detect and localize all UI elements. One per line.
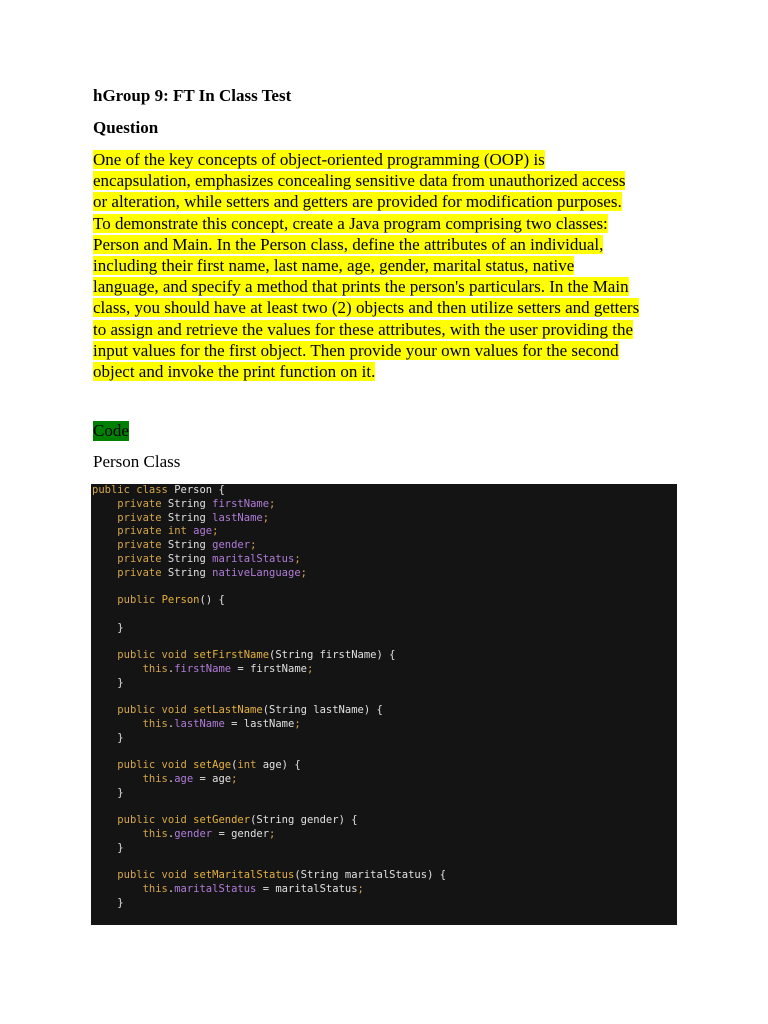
code-token: lastName (212, 511, 263, 524)
code-line (92, 745, 677, 759)
code-token (92, 594, 117, 606)
code-line (92, 567, 677, 581)
code-token: String (167, 539, 213, 551)
code-token (92, 883, 143, 895)
code-token: = age (193, 772, 232, 785)
code-token (92, 498, 117, 510)
code-line (92, 732, 677, 746)
code-line (92, 484, 677, 498)
code-token: () { (199, 594, 225, 606)
code-token: ; (300, 566, 307, 579)
code-token: = firstName (231, 662, 307, 675)
code-token (92, 512, 117, 524)
code-token: setGender (193, 814, 251, 826)
code-token: . (167, 882, 175, 895)
code-token: ; (269, 497, 276, 510)
code-token: . (167, 827, 175, 840)
code-token: public void (117, 869, 194, 881)
code-line (92, 635, 677, 649)
code-token: this (142, 882, 168, 895)
code-token: setMaritalStatus (193, 869, 295, 881)
question-line: encapsulation, emphasizes concealing sensitive data from unauthorized access (93, 171, 626, 191)
code-token: . (167, 717, 175, 730)
code-token: ; (262, 511, 270, 524)
code-line (92, 663, 677, 677)
code-token: private int (117, 525, 194, 538)
code-token: (String firstName) { (269, 649, 396, 661)
code-token: . (167, 772, 175, 785)
code-token: setLastName (193, 704, 263, 716)
code-line (92, 773, 677, 787)
code-token: lastName (174, 717, 225, 730)
code-token (92, 553, 117, 565)
code-token: public class (92, 484, 175, 496)
code-token: private (117, 539, 168, 551)
code-token: ; (294, 717, 301, 730)
code-token: (String gender) { (250, 814, 358, 826)
code-token (92, 525, 117, 537)
code-token: nativeLanguage (212, 566, 301, 579)
code-token: setFirstName (193, 649, 270, 661)
code-token (92, 828, 143, 840)
code-token (92, 539, 117, 551)
code-line (92, 608, 677, 622)
code-token: = gender (212, 827, 270, 840)
code-token (92, 773, 143, 785)
question-line: To demonstrate this concept, create a Java program comprising two classes: (93, 213, 608, 233)
code-line (92, 787, 677, 801)
code-token: ; (306, 662, 314, 675)
question-line: including their first name, last name, age, gender, marital status, native (93, 256, 575, 276)
code-block (91, 484, 677, 925)
code-line (92, 498, 677, 512)
code-token: setAge (193, 759, 232, 771)
code-token: } (92, 676, 124, 689)
code-line (92, 855, 677, 869)
code-token: age (174, 772, 194, 785)
code-token: private (117, 566, 168, 579)
code-token (92, 704, 117, 716)
code-token: firstName (174, 662, 232, 675)
code-token (92, 814, 117, 826)
question-line: object and invoke the print function on it. (93, 362, 376, 382)
code-token: private (117, 497, 168, 510)
code-token: public void (117, 649, 194, 661)
question-line: One of the key concepts of object-oriented programming (OOP) is (93, 150, 545, 169)
code-token: = maritalStatus (256, 882, 358, 895)
code-token: } (92, 896, 124, 909)
code-token: age (193, 525, 213, 538)
code-token: ; (231, 772, 238, 785)
code-token: age) { (262, 759, 301, 771)
code-token: Person { (174, 484, 225, 496)
code-line (92, 649, 677, 663)
code-token (92, 663, 143, 675)
code-line (92, 594, 677, 608)
code-line (92, 512, 677, 526)
code-token: public void (117, 814, 194, 826)
code-token: private (117, 511, 168, 524)
code-line (92, 883, 677, 897)
code-token: (String lastName) { (262, 704, 383, 716)
code-token: int (237, 759, 263, 771)
code-line (92, 869, 677, 883)
code-token: } (92, 731, 124, 744)
code-token: } (92, 841, 124, 854)
question-body (93, 149, 693, 382)
code-line (92, 622, 677, 636)
person-class-subheading: Person Class (93, 452, 181, 471)
question-line: to assign and retrieve the values for these attributes, with the user providing the (93, 319, 634, 339)
code-line (92, 800, 677, 814)
code-token: this (142, 717, 168, 730)
code-token: String (167, 497, 213, 510)
code-token: ; (357, 882, 364, 895)
code-line (92, 539, 677, 553)
code-token: gender (212, 539, 251, 551)
code-token (92, 567, 117, 579)
code-token: } (92, 621, 124, 634)
question-line: language, and specify a method that prints the person's particulars. In the Main (93, 277, 629, 297)
page-title: hGroup 9: FT In Class Test (93, 86, 292, 105)
question-heading: Question (93, 118, 159, 137)
code-token (92, 718, 143, 730)
code-line (92, 814, 677, 828)
code-token: (String maritalStatus) { (294, 869, 447, 881)
code-line (92, 677, 677, 691)
code-line (92, 842, 677, 856)
code-token (92, 649, 117, 661)
code-token: ; (250, 539, 257, 551)
code-label: Code (93, 421, 129, 440)
code-line (92, 690, 677, 704)
code-token: String (167, 511, 213, 524)
code-line (92, 704, 677, 718)
code-token (92, 759, 117, 771)
code-token: public void (117, 759, 194, 771)
code-token: String (167, 552, 213, 565)
code-line (92, 525, 677, 539)
code-token: gender (174, 827, 213, 840)
code-line (92, 828, 677, 842)
code-line (92, 897, 677, 911)
question-line: Person and Main. In the Person class, define the attributes of an individual, (93, 234, 604, 254)
code-token: } (92, 786, 124, 799)
code-line (92, 580, 677, 594)
code-line (92, 759, 677, 773)
code-line (92, 718, 677, 732)
code-token: this (142, 662, 168, 675)
code-token: private (117, 552, 168, 565)
code-token: this (142, 772, 168, 785)
question-line: or alteration, while setters and getters are provided for modification purposes. (93, 192, 622, 212)
code-token: = lastName (224, 717, 295, 730)
code-token: maritalStatus (212, 552, 295, 565)
code-token: Person (161, 594, 200, 606)
code-token (92, 869, 117, 881)
code-line (92, 553, 677, 567)
code-token: maritalStatus (174, 882, 257, 895)
code-token: firstName (212, 497, 270, 510)
code-token: ; (212, 525, 219, 538)
code-token: this (142, 827, 168, 840)
code-token: ( (231, 759, 238, 771)
question-line: input values for the first object. Then provide your own values for the second (93, 340, 619, 360)
code-token: public void (117, 704, 194, 716)
code-token: ; (269, 827, 276, 840)
code-token: String (167, 566, 213, 579)
code-token: public (117, 594, 162, 606)
question-line: class, you should have at least two (2) objects and then utilize setters and getters (93, 298, 640, 318)
code-token: . (167, 662, 175, 675)
code-token: ; (294, 552, 301, 565)
